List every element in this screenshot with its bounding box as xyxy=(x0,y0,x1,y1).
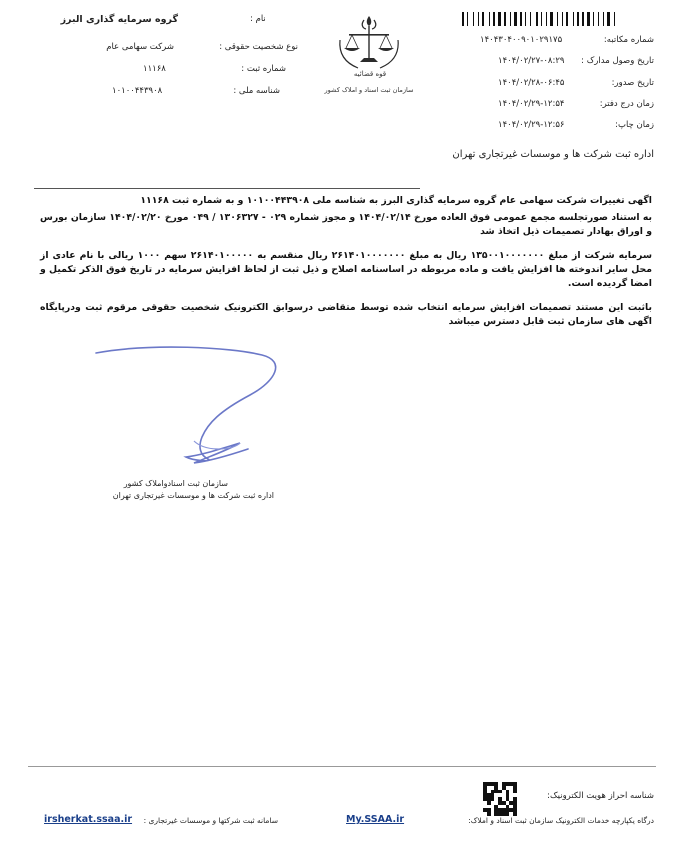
e-id-label: شناسه احراز هویت الکترونیک: xyxy=(547,791,654,801)
notice-paragraph-3: باثبت این مستند تصمیمات افزایش سرمایه انتخاب شده توسط متقاضی درسوابق الکترونیک شخصیت حقوقی مرقوم ثبت ودرپایگاه اگهی های سازمان ثبت قابل دسترس میباشد xyxy=(40,302,652,327)
issue-date: ۱۴۰۴/۰۲/۲۸-۰۶:۴۵ xyxy=(498,78,565,88)
signature-org: سازمان ثبت اسنادواملاک کشور xyxy=(123,479,228,488)
docs-received-label: تاریخ وصول مدارک : xyxy=(581,56,654,66)
national-id-label: شناسه ملی : xyxy=(233,86,280,96)
print-time-label: زمان چاپ: xyxy=(615,120,654,130)
system-link[interactable]: irsherkat.ssaa.ir xyxy=(44,814,133,825)
reg-number-label: شماره ثبت : xyxy=(241,64,286,74)
docs-received-date: ۱۴۰۴/۰۲/۲۷-۰۸:۲۹ xyxy=(498,56,565,66)
notice-paragraph-2: سرمایه شرکت از مبلغ ۱۳۵۰۰۱۰۰۰۰۰۰۰ ریال به مبلغ ۲۶۱۴۰۱۰۰۰۰۰۰۰ ریال منقسم به ۲۶۱۴۰۱۰۰۰۰۰ سهم ۱۰۰۰ ریالی با نام عادی از محل سایر اندوخته ها افزایش یافت و ماده مربوطه در اساسنامه اصلاح و ذیل ثبت از لحاظ افزایش سرمایه در تاریخ فوق الذکر تکمیل و امضا گردیده است. xyxy=(40,250,652,289)
reg-number: ۱۱۱۶۸ xyxy=(143,64,166,74)
national-id: ۱۰۱۰۰۴۴۳۹۰۸ xyxy=(112,86,163,96)
issue-date-label: تاریخ صدور: xyxy=(611,78,654,88)
department-name: اداره ثبت شرکت ها و موسسات غیرتجاری تهران xyxy=(452,149,654,160)
signature-department: اداره ثبت شرکت ها و موسسات غیرتجاری تهران xyxy=(112,491,274,500)
letter-number: ۱۴۰۴۳۰۴۰۰۹۰۱۰۲۹۱۷۵ xyxy=(480,35,563,45)
signature-icon xyxy=(90,345,290,475)
emblem-caption-top: قوه قضائیه xyxy=(353,70,387,78)
legal-type: شرکت سهامی عام xyxy=(106,42,174,52)
notice-title: اگهی تغییرات شرکت سهامی عام گروه سرمایه گذاری البرز به شناسه ملی ۱۰۱۰۰۴۴۳۹۰۸ و به شماره ثبت ۱۱۱۶۸ xyxy=(140,195,652,206)
company-name: گروه سرمایه گذاری البرز xyxy=(60,14,178,25)
legal-type-label: نوع شخصیت حقوقی : xyxy=(219,42,298,52)
register-time: ۱۴۰۴/۰۲/۲۹-۱۲:۵۴ xyxy=(498,99,565,109)
qr-code-icon xyxy=(483,782,517,816)
emblem-caption-bottom: سازمان ثبت اسناد و املاک کشور xyxy=(324,86,414,94)
portal-text: درگاه یکپارچه خدمات الکترونیک سازمان ثبت اسناد و املاک: xyxy=(468,816,654,825)
separator-line xyxy=(34,188,420,189)
print-time: ۱۴۰۴/۰۲/۲۹-۱۲:۵۶ xyxy=(498,120,565,130)
company-name-label: نام : xyxy=(250,14,266,24)
footer-separator xyxy=(28,766,656,767)
register-time-label: زمان درج دفتر: xyxy=(599,99,654,109)
notice-paragraph-1: به استناد صورتجلسه مجمع عمومی فوق العاده مورخ ۱۴۰۴/۰۲/۱۴ و مجوز شماره ۰۲۹ - ۱۳۰۶۳۲۷ / ۰۴۹ مورخ ۱۴۰۴/۰۲/۲۰ سازمان بورس و اوراق بهادار تصمیمات ذیل اتخاذ شد xyxy=(40,212,652,237)
system-text: سامانه ثبت شرکتها و موسسات غیرتجاری : xyxy=(143,816,278,825)
portal-link[interactable]: My.SSAA.ir xyxy=(346,814,405,825)
iran-judiciary-emblem-icon xyxy=(326,12,412,102)
barcode-icon xyxy=(462,12,654,26)
letter-number-label: شماره مکاتبه: xyxy=(603,35,654,45)
